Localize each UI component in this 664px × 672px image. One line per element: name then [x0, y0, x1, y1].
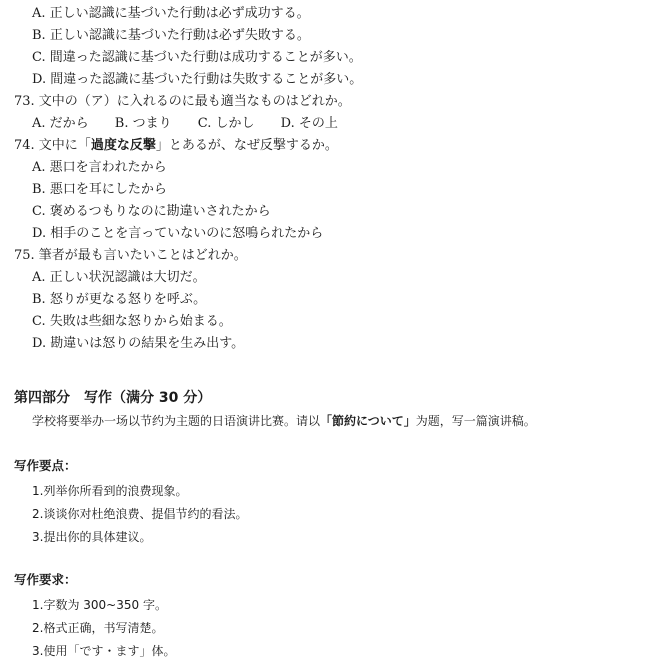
- q72-option-b: B. 正しい認識に基づいた行動は必ず失敗する。: [32, 28, 310, 43]
- q73-option-a: A. だから: [32, 116, 89, 131]
- q74-option-d: D. 相手のことを言っていないのに怒鳴られたから: [32, 226, 324, 241]
- q73-option-b: B. つまり: [114, 116, 172, 131]
- q75-option-d: D. 勘違いは怒りの結果を生み出す。: [32, 336, 245, 351]
- writing-requirements-title: 写作要求：: [14, 572, 77, 587]
- q72-option-a: A. 正しい認識に基づいた行動は必ず成功する。: [32, 6, 310, 21]
- writing-point-3: 3.提出你的具体建议。: [32, 530, 152, 544]
- q74-stem-before: 74. 文中に「: [14, 138, 91, 153]
- writing-point-2: 2.谈谈你对杜绝浪费、提倡节约的看法。: [32, 507, 248, 521]
- writing-points-title: 写作要点：: [14, 458, 77, 473]
- writing-requirement-2: 2.格式正确，书写清楚。: [32, 621, 164, 635]
- q73-stem: 73. 文中の（ア）に入れるのに最も適当なものはどれか。: [14, 94, 351, 109]
- q74-option-b: B. 悪口を耳にしたから: [32, 182, 167, 197]
- q75-option-a: A. 正しい状況認識は大切だ。: [32, 270, 206, 285]
- writing-intro: [32, 413, 536, 429]
- q74-option-c: C. 褒めるつもりなのに勘違いされたから: [32, 204, 271, 219]
- q72-option-d: D. 間違った認識に基づいた行動は失敗することが多い。: [32, 72, 363, 87]
- q75-stem: 75. 筆者が最も言いたいことはどれか。: [14, 248, 247, 263]
- q73-option-d: D. その上: [280, 116, 338, 131]
- writing-point-1: 1.列举你所看到的浪费现象。: [32, 484, 188, 498]
- q74-option-a: A. 悪口を言われたから: [32, 160, 167, 175]
- q75-option-c: C. 失敗は些細な怒りから始まる。: [32, 314, 232, 329]
- writing-intro-before: 学校将要举办一场以节约为主题的日语演讲比赛。请以: [32, 414, 321, 428]
- q72-option-c: C. 間違った認識に基づいた行動は成功することが多い。: [32, 50, 362, 65]
- writing-requirement-1: 1.字数为 300~350 字。: [32, 598, 167, 612]
- writing-intro-after: 为题，写一篇演讲稿。: [415, 414, 536, 428]
- q74-stem-quote: 過度な反撃: [90, 138, 156, 153]
- q73-options: [32, 116, 360, 132]
- q73-option-c: C. しかし: [197, 116, 255, 131]
- writing-requirement-3: 3.使用「です・ます」体。: [32, 644, 176, 658]
- q75-option-b: B. 怒りが更なる怒りを呼ぶ。: [32, 292, 207, 307]
- q74-stem: [14, 138, 338, 154]
- writing-intro-topic: 「節約について」: [320, 414, 416, 428]
- writing-heading: 第四部分 写作（满分 30 分）: [14, 390, 212, 406]
- q74-stem-after: 」とあるが、なぜ反撃するか。: [155, 138, 338, 153]
